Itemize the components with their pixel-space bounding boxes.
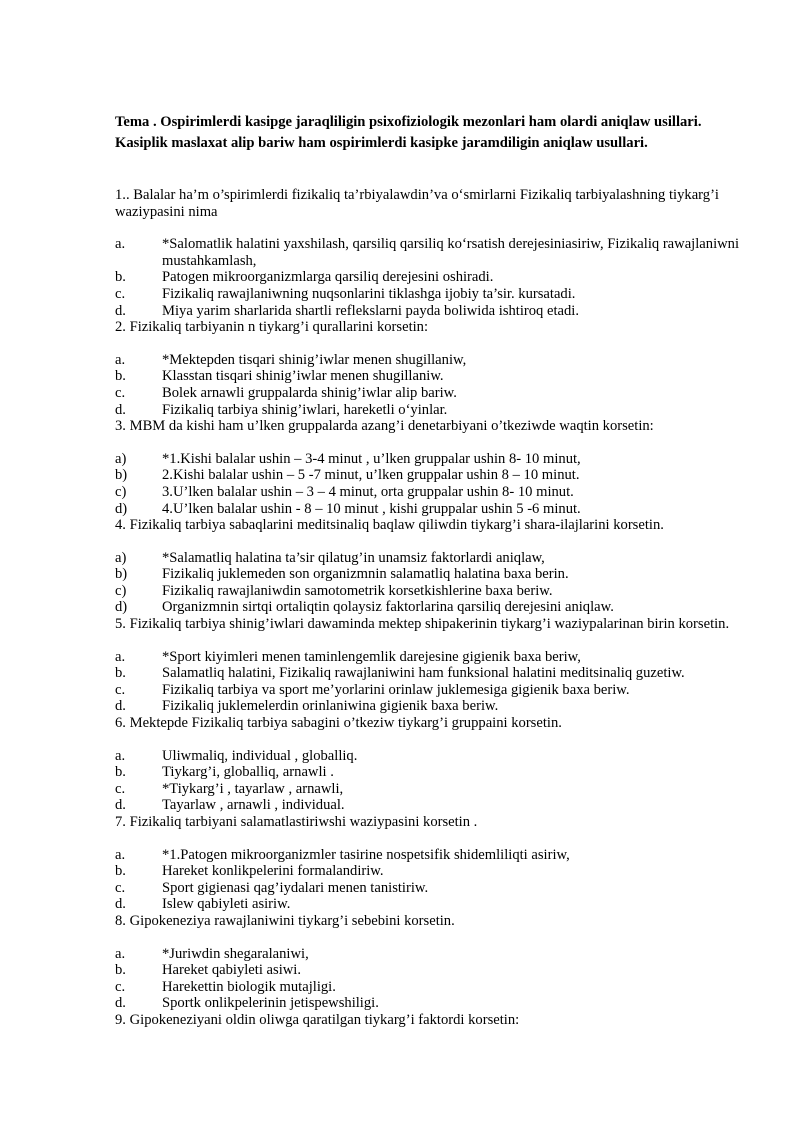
option-text: Fizikaliq juklemelerdin orinlaniwina gigienik baxa beriw. bbox=[162, 698, 499, 715]
option-text: Fizikaliq rawajlaniwdin samotometrik korsetkishlerine baxa beriw. bbox=[162, 582, 553, 599]
answer-option bbox=[115, 402, 740, 419]
option-label: c. bbox=[115, 780, 126, 797]
option-label: a. bbox=[115, 351, 126, 368]
answer-option bbox=[115, 599, 740, 616]
option-text: *Sport kiyimleri menen taminlengemlik darejesine gigienik baxa beriw, bbox=[162, 648, 581, 665]
option-label: d. bbox=[115, 797, 126, 814]
option-text: Tayarlaw , arnawli , individual. bbox=[162, 797, 345, 814]
option-text: Organizmnin sirtqi ortaliqtin qolaysiz faktorlarina qarsiliq derejesini aniqlaw. bbox=[162, 599, 614, 616]
option-label: c. bbox=[115, 978, 126, 995]
option-text: Tiykarg’i, globalliq, arnawli . bbox=[162, 764, 334, 781]
option-text: Harekettin biologik mutajligi. bbox=[162, 978, 336, 995]
option-text: Miya yarim sharlarida shartli reflekslarni payda boliwida ishtiroq etadi. bbox=[162, 302, 580, 319]
answer-option bbox=[115, 781, 740, 798]
answer-option bbox=[115, 748, 740, 765]
option-label: b) bbox=[115, 566, 128, 583]
option-label: c) bbox=[115, 483, 127, 500]
question-text: 8. Gipokeneziya rawajlaniwini tiykarg’i sebebini korsetin. bbox=[115, 912, 455, 929]
answer-option bbox=[115, 995, 740, 1012]
answer-option bbox=[115, 979, 740, 996]
question-text: 4. Fizikaliq tarbiya sabaqlarini meditsinaliq baqlaw qiliwdin tiykarg’i shara-ilajlarini korsetin. bbox=[115, 517, 664, 534]
answer-option bbox=[115, 269, 740, 286]
option-text: Uliwmaliq, individual , globalliq. bbox=[162, 747, 358, 764]
answer-option bbox=[115, 550, 740, 567]
option-text: *Mektepden tisqari shinig’iwlar menen shugillaniw, bbox=[162, 351, 467, 368]
option-text: Sportk onlikpelerinin jetispewshiligi. bbox=[162, 995, 379, 1012]
spacer bbox=[115, 831, 740, 847]
answer-option bbox=[115, 484, 740, 501]
question-text: 5. Fizikaliq tarbiya shinig’iwlari dawaminda mektep shipakerinin tiykarg’i waziypalarinan birin korsetin. bbox=[115, 616, 730, 633]
option-text: Sport gigienasi qag’iydalari menen tanistiriw. bbox=[162, 879, 429, 896]
answer-option bbox=[115, 847, 740, 864]
spacer bbox=[115, 435, 740, 451]
option-text: Fizikaliq tarbiya shinig’iwlari, hareketli o‘yinlar. bbox=[162, 401, 448, 418]
option-label: c. bbox=[115, 681, 126, 698]
answer-option bbox=[115, 698, 740, 715]
option-label: d. bbox=[115, 401, 126, 418]
document-title: Tema . Ospirimlerdi kasipge jaraqliligin psixofiziologik mezonlari ham olardi aniqlaw usillari. Kasiplik maslaxat alip bariw ham ospirimlerdi kasipke jaramdiligin aniqlaw usullari. bbox=[115, 114, 702, 151]
option-text: *Salomatlik halatini yaxshilash, qarsiliq qarsiliq ko‘rsatish derejesiniasiriw, Fizikaliq rawajlaniwni mustahkamlash, bbox=[162, 236, 740, 269]
option-label: d) bbox=[115, 599, 128, 616]
option-text: *Juriwdin shegaralaniwi, bbox=[162, 945, 309, 962]
option-text: Islew qabiyleti asiriw. bbox=[162, 896, 291, 913]
option-label: d) bbox=[115, 500, 128, 517]
option-label: a. bbox=[115, 236, 126, 253]
option-label: a. bbox=[115, 648, 126, 665]
spacer bbox=[115, 930, 740, 946]
option-text: *1.Kishi balalar ushin – 3-4 minut , u’lken gruppalar ushin 8- 10 minut, bbox=[162, 450, 581, 467]
answer-option bbox=[115, 880, 740, 897]
option-label: a) bbox=[115, 450, 127, 467]
option-label: c. bbox=[115, 879, 126, 896]
answer-option bbox=[115, 566, 740, 583]
option-label: b. bbox=[115, 269, 126, 286]
option-text: Fizikaliq rawajlaniwning nuqsonlarini tiklashga ijobiy ta’sir. kursatadi. bbox=[162, 285, 576, 302]
answer-option bbox=[115, 863, 740, 880]
spacer bbox=[115, 336, 740, 352]
question-text: 6. Mektepde Fizikaliq tarbiya sabagini o’tkeziw tiykarg’i gruppaini korsetin. bbox=[115, 715, 562, 732]
option-text: *1.Patogen mikroorganizmler tasirine nospetsifik shidemliliqti asiriw, bbox=[162, 846, 570, 863]
option-label: b. bbox=[115, 962, 126, 979]
option-text: Fizikaliq tarbiya va sport me’yorlarini orinlaw juklemesiga gigienik baxa beriw. bbox=[162, 681, 630, 698]
answer-option bbox=[115, 764, 740, 781]
option-text: Patogen mikroorganizmlarga qarsiliq derejesini oshiradi. bbox=[162, 269, 494, 286]
answer-option bbox=[115, 946, 740, 963]
option-text: Hareket konlikpelerini formalandiriw. bbox=[162, 863, 384, 880]
option-label: b. bbox=[115, 863, 126, 880]
answer-option bbox=[115, 352, 740, 369]
option-label: b. bbox=[115, 665, 126, 682]
option-label: c. bbox=[115, 384, 126, 401]
answer-option bbox=[115, 665, 740, 682]
option-label: d. bbox=[115, 896, 126, 913]
answer-option bbox=[115, 451, 740, 468]
option-text: 4.U’lken balalar ushin - 8 – 10 minut , kishi gruppalar ushin 5 -6 minut. bbox=[162, 500, 581, 517]
answer-option bbox=[115, 962, 740, 979]
option-label: a. bbox=[115, 945, 126, 962]
option-label: b. bbox=[115, 764, 126, 781]
option-text: *Tiykarg’i , tayarlaw , arnawli, bbox=[162, 780, 344, 797]
question-text: 7. Fizikaliq tarbiyani salamatlastiriwshi waziypasini korsetin . bbox=[115, 814, 478, 830]
option-label: b. bbox=[115, 368, 126, 385]
option-text: Salamatliq halatini, Fizikaliq rawajlaniwini ham funksional halatini meditsinaliq guzetiw. bbox=[162, 665, 685, 682]
question-text: 1.. Balalar ha’m o’spirimlerdi fizikaliq ta’rbiyalawdin’va o‘smirlarni Fizikaliq tarbiyalashning tiykarg’i waziypasini nima bbox=[115, 187, 719, 220]
answer-option bbox=[115, 501, 740, 518]
spacer bbox=[115, 633, 740, 649]
option-label: d. bbox=[115, 995, 126, 1012]
answer-option bbox=[115, 286, 740, 303]
option-text: 2.Kishi balalar ushin – 5 -7 minut, u’lken gruppalar ushin 8 – 10 minut. bbox=[162, 467, 580, 484]
answer-option bbox=[115, 896, 740, 913]
question-text: 9. Gipokeneziyani oldin oliwga qaratilgan tiykarg’i faktordi korsetin: bbox=[115, 1011, 520, 1028]
answer-option bbox=[115, 236, 740, 269]
spacer bbox=[115, 732, 740, 748]
answer-option bbox=[115, 303, 740, 320]
option-label: a) bbox=[115, 549, 127, 566]
answer-option bbox=[115, 649, 740, 666]
option-text: Fizikaliq juklemeden son organizmnin salamatliq halatina baxa berin. bbox=[162, 566, 569, 583]
option-text: Bolek arnawli gruppalarda shinig’iwlar alip bariw. bbox=[162, 384, 457, 401]
answer-option bbox=[115, 368, 740, 385]
answer-option bbox=[115, 797, 740, 814]
question-text: 3. MBM da kishi ham u’lken gruppalarda azang’i denetarbiyani o’tkeziwde waqtin korsetin: bbox=[115, 418, 654, 435]
option-label: a. bbox=[115, 846, 126, 863]
option-text: *Salamatliq halatina ta’sir qilatug’in unamsiz faktorlardi aniqlaw, bbox=[162, 549, 545, 566]
option-text: 3.U’lken balalar ushin – 3 – 4 minut, orta gruppalar ushin 8- 10 minut. bbox=[162, 483, 574, 500]
question-text: 2. Fizikaliq tarbiyanin n tiykarg’i qurallarini korsetin: bbox=[115, 319, 429, 336]
option-text: Klasstan tisqari shinig’iwlar menen shugillaniw. bbox=[162, 368, 444, 385]
option-text: Hareket qabiyleti asiwi. bbox=[162, 962, 301, 979]
question-list bbox=[115, 187, 740, 1029]
option-label: b) bbox=[115, 467, 128, 484]
option-label: c. bbox=[115, 285, 126, 302]
answer-option bbox=[115, 467, 740, 484]
answer-option bbox=[115, 385, 740, 402]
spacer bbox=[115, 534, 740, 550]
option-label: d. bbox=[115, 302, 126, 319]
spacer bbox=[115, 220, 740, 236]
answer-option bbox=[115, 583, 740, 600]
answer-option bbox=[115, 682, 740, 699]
option-label: c) bbox=[115, 582, 127, 599]
option-label: a. bbox=[115, 747, 126, 764]
option-label: d. bbox=[115, 698, 126, 715]
